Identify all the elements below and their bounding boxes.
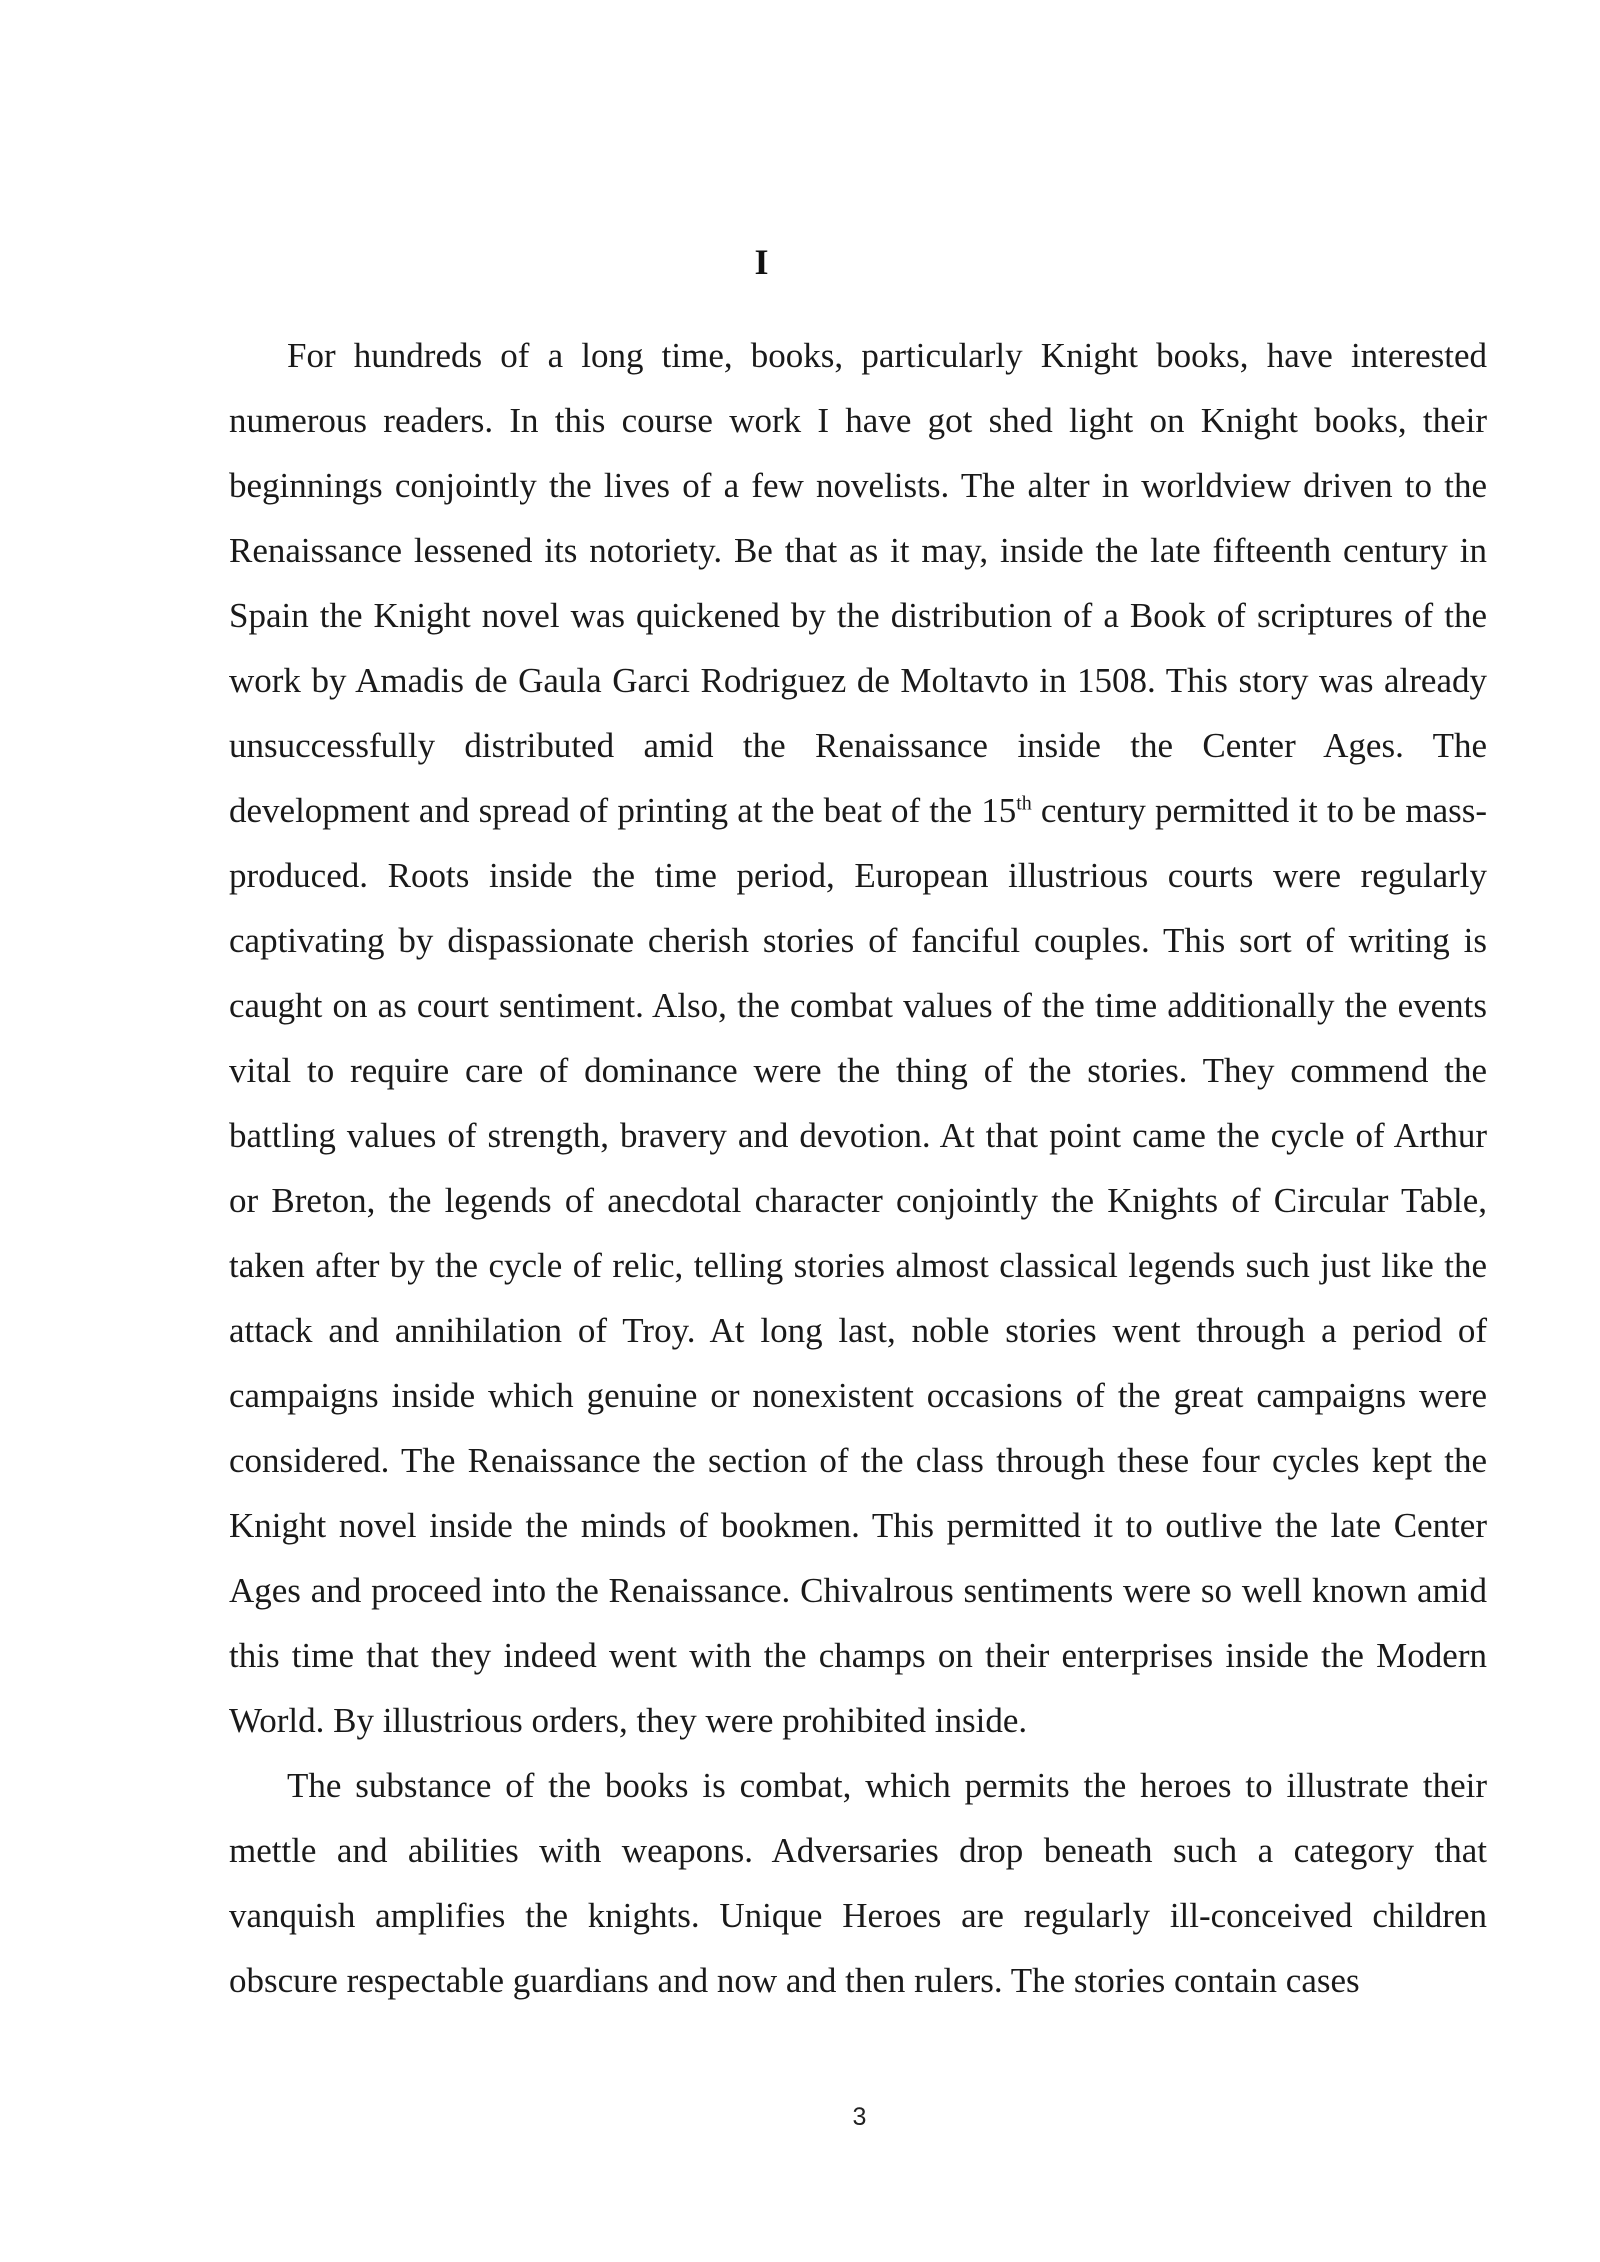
paragraph-2: The substance of the books is combat, which permits the heroes to illustrate their mettle and abilities with weapons. Adversaries drop beneath such a category that vanquish amplifies the knights. Unique Heroes are regularly ill-conceived children obscure respectable guardians and now and then rulers. The stories contain cases <box>229 1766 1487 2000</box>
section-heading: I <box>754 242 769 282</box>
paragraph-1-text-b: century permitted it to be mass-produced. Roots inside the time period, European illustrious courts were regularly captivating by dispassionate cherish stories of fanciful couples. This sort of writing is caught on as court sentiment. Also, the combat values of the time additionally the events vital to require care of dominance were the thing of the stories. They commend the battling values of strength, bravery and devotion. At that point came the cycle of Arthur or Breton, the legends of anecdotal character conjointly the Knights of Circular Table, taken after by the cycle of relic, telling stories almost classical legends such just like the attack and annihilation of Troy. At long last, noble stories went through a period of campaigns inside which genuine or nonexistent occasions of the great campaigns were considered. The Renaissance the section of the class through these four cycles kept the Knight novel inside the minds of bookmen. This permitted it to outlive the late Center Ages and proceed into the Renaissance. Chivalrous sentiments were so well known amid this time that they indeed went with the champs on their enterprises inside the Modern World. By illustrious orders, they were prohibited inside. <box>229 791 1487 1740</box>
page-number: 3 <box>852 2103 867 2131</box>
paragraph-1-text-a: For hundreds of a long time, books, particularly Knight books, have interested numerous readers. In this course work I have got shed light on Knight books, their beginnings conjointly the lives of a few novelists. The alter in worldview driven to the Renaissance lessened its notoriety. Be that as it may, inside the late fifteenth century in Spain the Knight novel was quickened by the distribution of a Book of scriptures of the work by Amadis de Gaula Garci Rodriguez de Moltavto in 1508. This story was already unsuccessfully distributed amid the Renaissance inside the Center Ages. The development and spread of printing at the beat of the 15 <box>229 336 1487 830</box>
paragraph-1 <box>229 323 1487 1753</box>
ordinal-superscript: th <box>1016 792 1032 815</box>
body-text <box>229 323 1487 2013</box>
